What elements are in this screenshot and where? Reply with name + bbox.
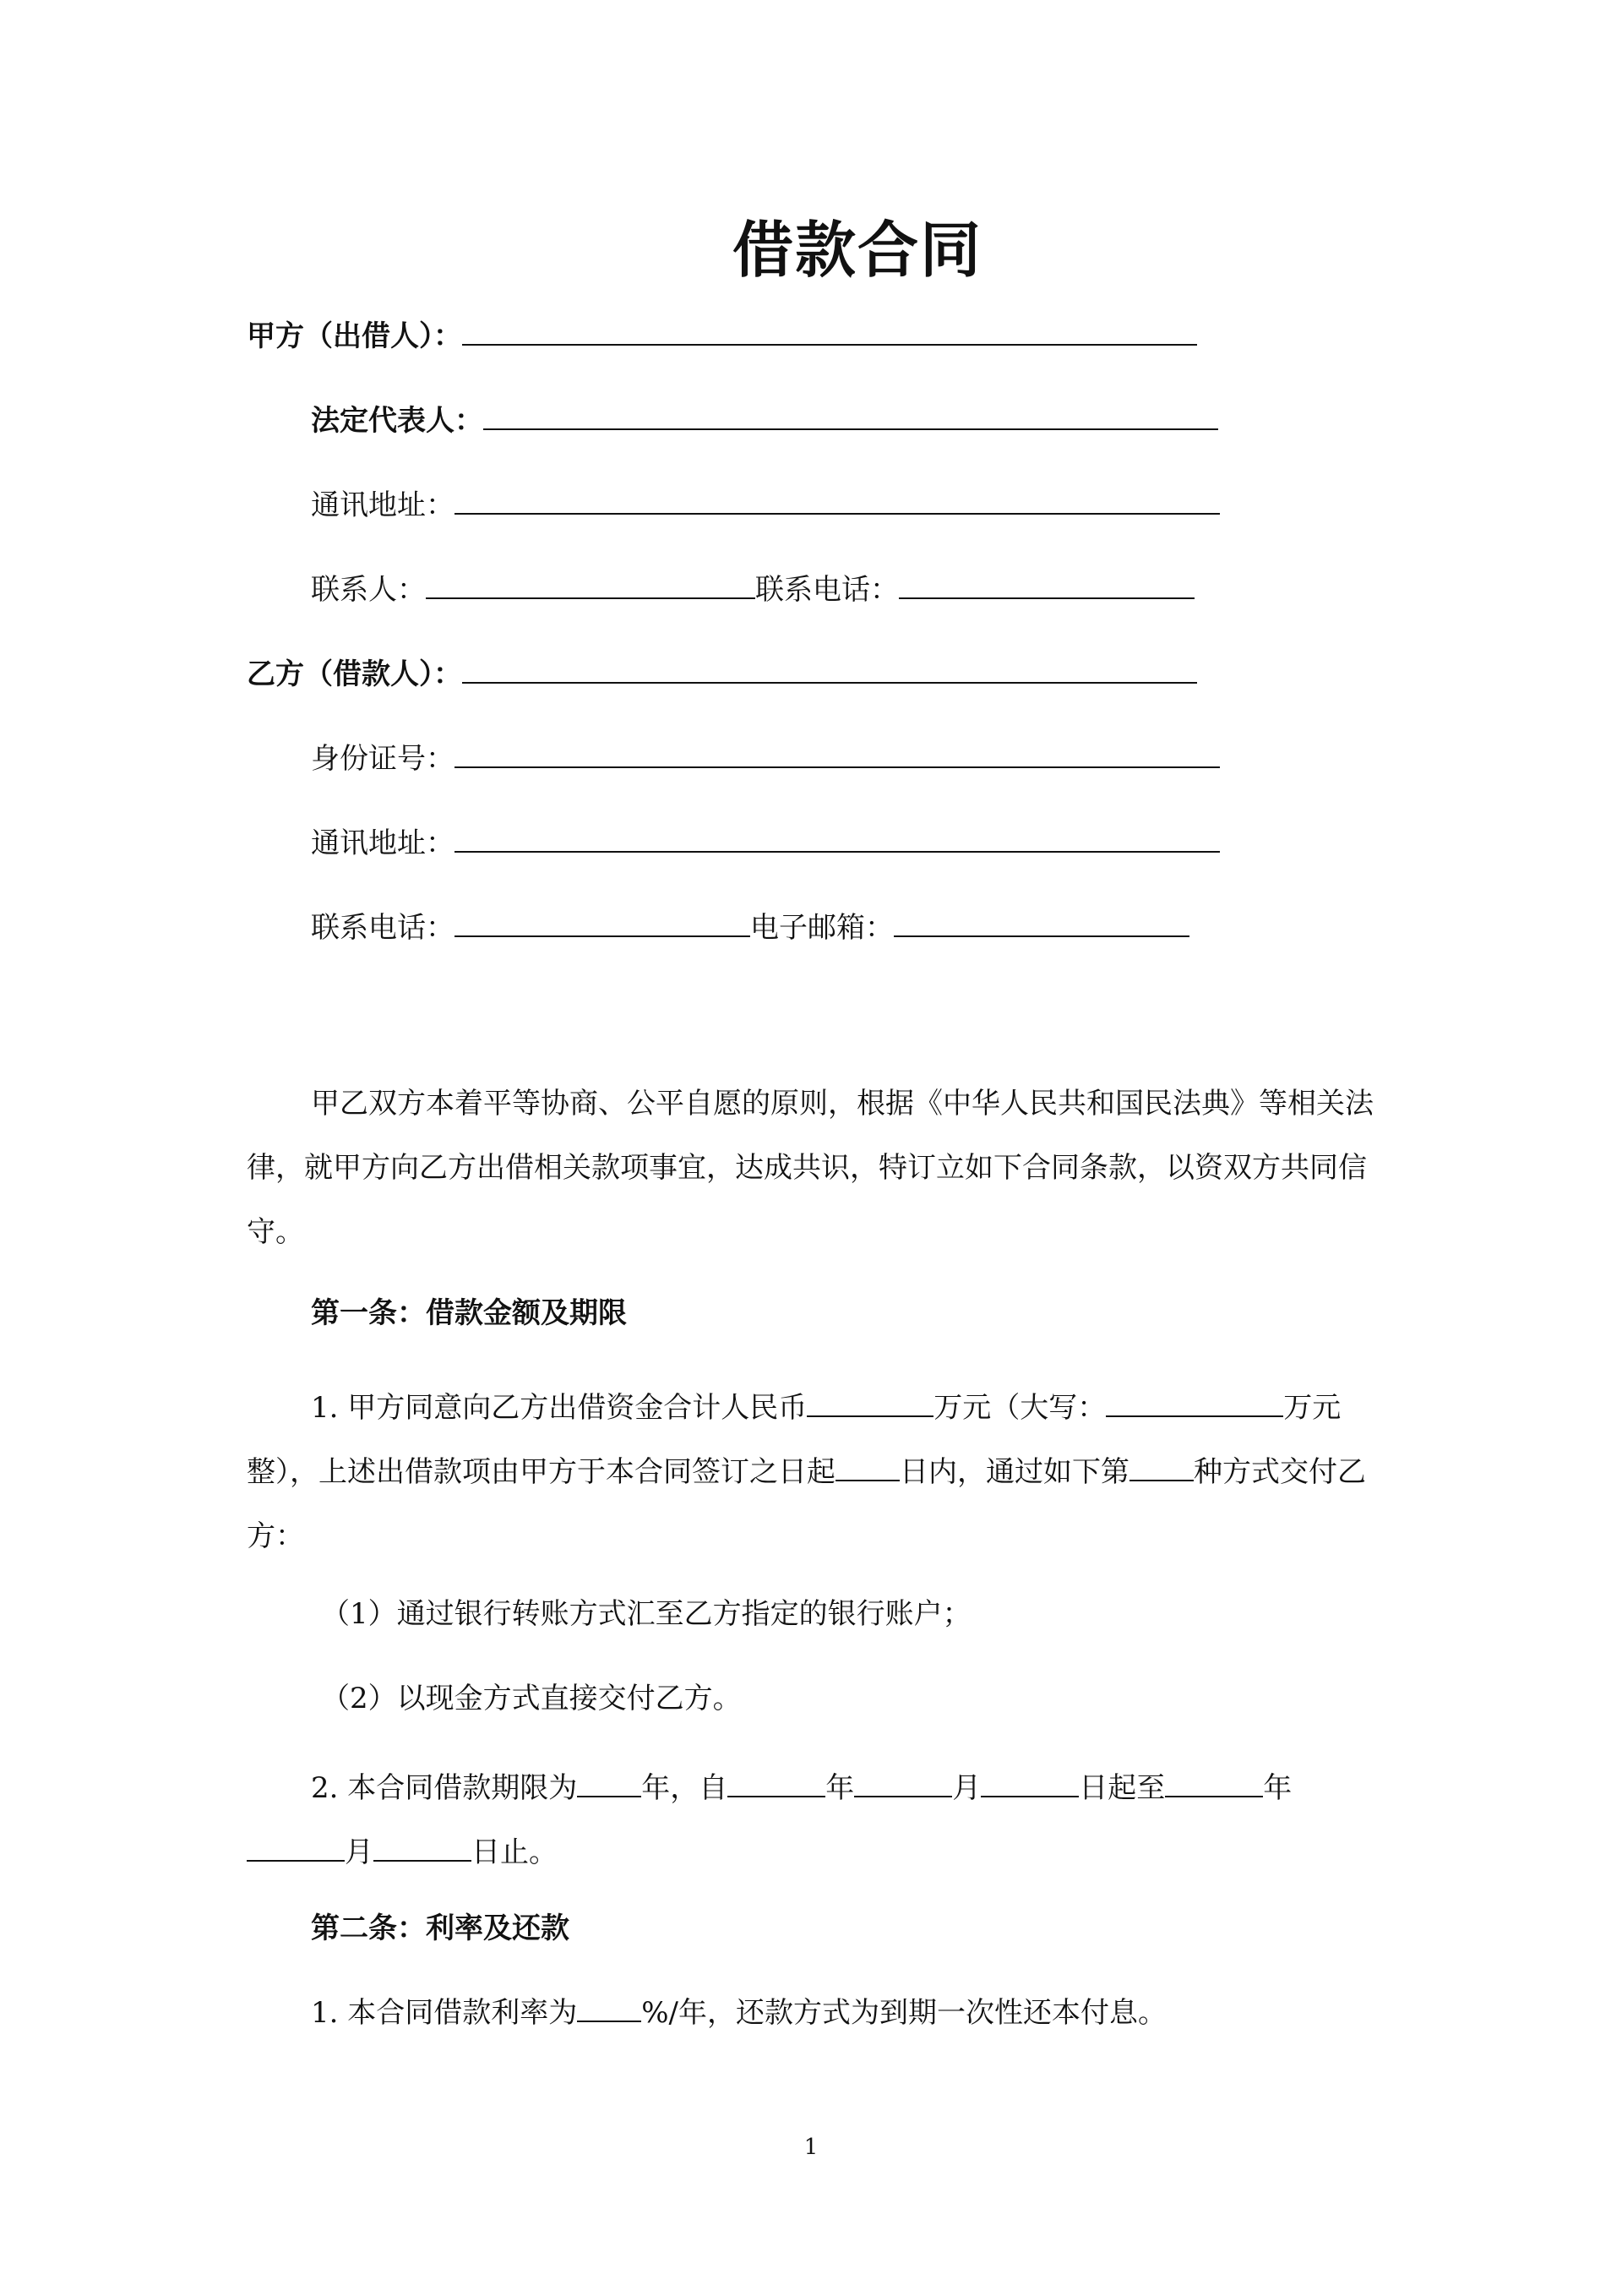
clause-text: 2. 本合同借款期限为 bbox=[311, 1771, 578, 1805]
start-day-blank[interactable] bbox=[981, 1770, 1079, 1797]
party-a-phone-label: 联系电话： bbox=[755, 573, 899, 607]
clause-text: 1. 本合同借款利率为 bbox=[311, 1996, 578, 2030]
party-b-id-row bbox=[311, 740, 1220, 777]
clause-text: 万元整），上述出借款项由甲方于本合同签订之日起 bbox=[247, 1391, 1342, 1489]
party-b-email-label: 电子邮箱： bbox=[750, 911, 894, 945]
party-b-label: 乙方（借款人）： bbox=[247, 657, 462, 691]
clause-text: 月 bbox=[952, 1771, 982, 1805]
article1-clause2 bbox=[247, 1756, 1379, 1884]
amount-uppercase-blank[interactable] bbox=[1106, 1390, 1283, 1417]
party-b-row bbox=[247, 656, 1197, 693]
clause-text: 日止。 bbox=[471, 1835, 558, 1869]
party-a-contact-blank[interactable] bbox=[426, 572, 755, 599]
preamble-paragraph: 甲乙双方本着平等协商、公平自愿的原则，根据《中华人民共和国民法典》等相关法律，就甲方向乙方出借相关款项事宜，达成共识，特订立如下合同条款，以资双方共同信守。 bbox=[247, 1087, 1374, 1249]
clause-text: 年，自 bbox=[641, 1771, 728, 1805]
party-a-contact-row bbox=[311, 571, 1195, 608]
article1-heading: 第一条：借款金额及期限 bbox=[311, 1296, 627, 1330]
party-b-address-label: 通讯地址： bbox=[311, 826, 454, 860]
party-b-address-row bbox=[311, 825, 1220, 862]
clause-text: 日内，通过如下第 bbox=[900, 1455, 1129, 1489]
party-b-contact-row bbox=[311, 909, 1189, 946]
method-blank[interactable] bbox=[1129, 1454, 1194, 1481]
option-2: （2）以现金方式直接交付乙方。 bbox=[321, 1682, 742, 1715]
legal-rep-label: 法定代表人： bbox=[311, 404, 483, 438]
clause-text: 种方式交付乙方： bbox=[247, 1455, 1366, 1553]
clause-text: 日起至 bbox=[1079, 1771, 1166, 1805]
party-b-email-blank[interactable] bbox=[894, 910, 1189, 937]
party-a-phone-blank[interactable] bbox=[899, 572, 1195, 599]
clause-text: 万元（大写： bbox=[933, 1391, 1107, 1425]
article2-heading: 第二条：利率及还款 bbox=[311, 1912, 569, 1945]
option-1: （1）通过银行转账方式汇至乙方指定的银行账户； bbox=[321, 1597, 972, 1631]
party-a-row bbox=[247, 318, 1197, 355]
party-b-blank[interactable] bbox=[462, 657, 1197, 684]
page-number: 1 bbox=[803, 2135, 819, 2160]
legal-rep-row bbox=[311, 402, 1218, 439]
party-a-address-blank[interactable] bbox=[454, 488, 1220, 515]
start-month-blank[interactable] bbox=[854, 1770, 952, 1797]
clause-text: 年 bbox=[1263, 1771, 1293, 1805]
start-year-blank[interactable] bbox=[727, 1770, 825, 1797]
party-b-id-blank[interactable] bbox=[454, 741, 1220, 768]
party-a-contact-label: 联系人： bbox=[311, 573, 426, 607]
party-b-phone-label: 联系电话： bbox=[311, 911, 454, 945]
clause-text: 年 bbox=[825, 1771, 855, 1805]
page-title: 借款合同 bbox=[732, 215, 982, 286]
clause-text: %/年，还款方式为到期一次性还本付息。 bbox=[641, 1996, 1168, 2030]
party-b-id-label: 身份证号： bbox=[311, 742, 454, 776]
term-years-blank[interactable] bbox=[577, 1770, 641, 1797]
party-a-label: 甲方（出借人）： bbox=[247, 319, 462, 353]
party-a-blank[interactable] bbox=[462, 319, 1197, 346]
party-a-address-row bbox=[311, 487, 1220, 524]
clause-text: 1. 甲方同意向乙方出借资金合计人民币 bbox=[311, 1391, 808, 1425]
legal-rep-blank[interactable] bbox=[483, 403, 1218, 430]
end-year-blank[interactable] bbox=[1165, 1770, 1263, 1797]
clause-text: 月 bbox=[345, 1835, 373, 1869]
interest-rate-blank[interactable] bbox=[577, 1995, 641, 2022]
party-b-phone-blank[interactable] bbox=[454, 910, 750, 937]
party-a-address-label: 通讯地址： bbox=[311, 488, 454, 522]
days-blank[interactable] bbox=[835, 1454, 900, 1481]
end-month-blank[interactable] bbox=[247, 1835, 345, 1862]
party-b-address-blank[interactable] bbox=[454, 826, 1220, 853]
article1-clause1 bbox=[247, 1376, 1379, 1568]
amount-blank[interactable] bbox=[807, 1390, 933, 1417]
article2-clause1 bbox=[311, 1994, 1167, 2031]
end-day-blank[interactable] bbox=[373, 1835, 471, 1862]
